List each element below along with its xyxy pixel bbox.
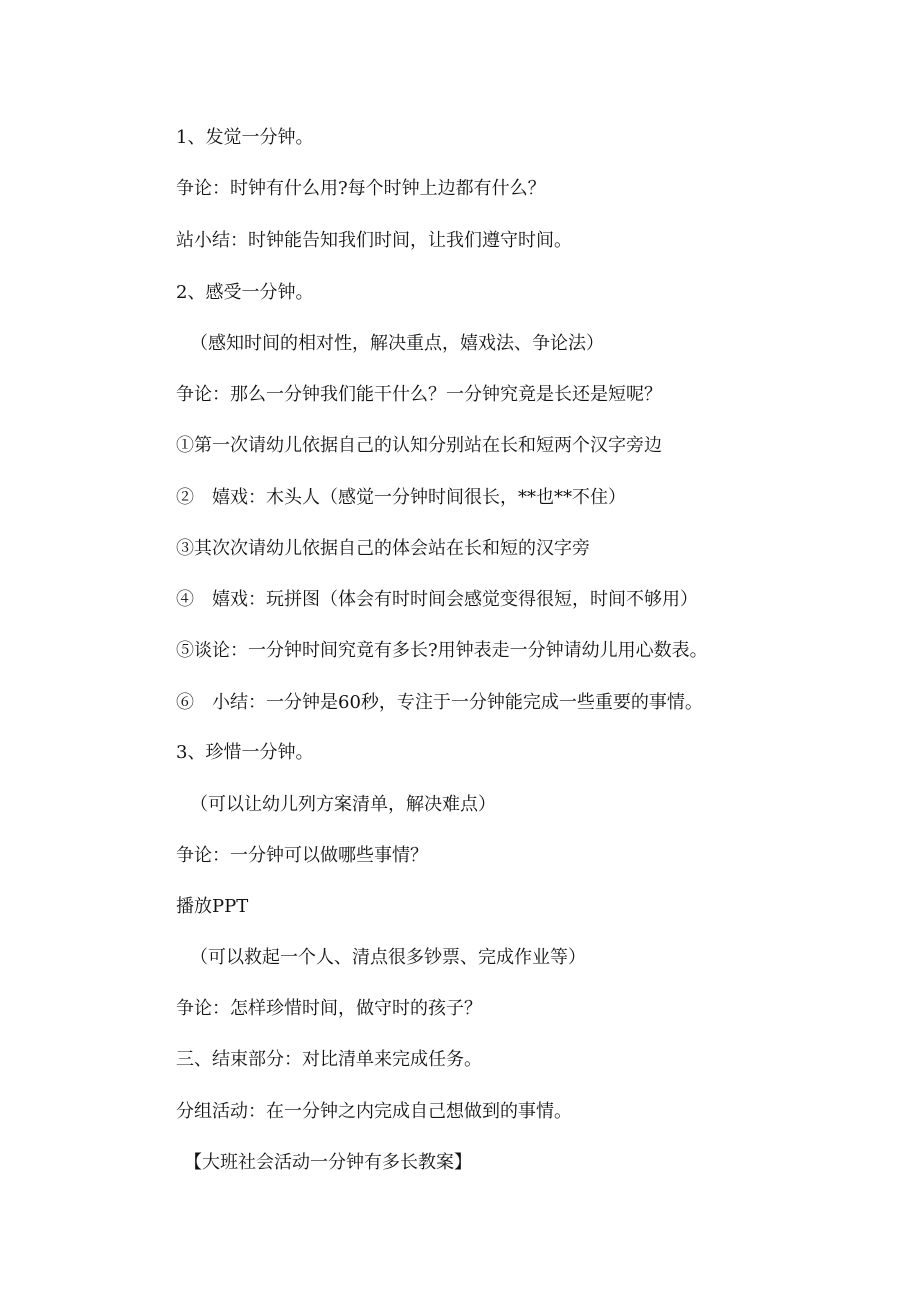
discussion-line: 争论：怎样珍惜时间，做守时的孩子？ [176,998,482,1019]
discussion-line: 争论：一分钟可以做哪些事情？ [176,845,428,866]
list-item: ③其次次请幼儿依据自己的体会站在长和短的汉字旁 [176,538,590,559]
activity-line: 分组活动：在一分钟之内完成自己想做到的事情。 [176,1101,572,1122]
note-line: （可以让幼儿列方案清单，解决难点） [190,794,496,815]
note-line: （可以救起一个人、清点很多钞票、完成作业等） [190,947,586,968]
list-item: ⑥ 小结：一分钟是60秒，专注于一分钟能完成一些重要的事情。 [176,692,703,713]
summary-line: 站小结：时钟能告知我们时间，让我们遵守时间。 [176,230,572,251]
document-title: 【大班社会活动一分钟有多长教案】 [184,1152,472,1173]
list-item: ④ 嬉戏：玩拼图（体会有时时间会感觉变得很短，时间不够用） [176,589,698,610]
section-heading-4: 三、结束部分：对比清单来完成任务。 [176,1049,482,1070]
activity-line: 播放PPT [176,896,249,917]
section-heading-1: 1、发觉一分钟。 [176,127,314,148]
note-line: （感知时间的相对性，解决重点，嬉戏法、争论法） [190,333,604,354]
section-heading-3: 3、珍惜一分钟。 [176,742,314,763]
discussion-line: 争论：时钟有什么用?每个时钟上边都有什么？ [176,178,546,199]
discussion-line: 争论：那么一分钟我们能干什么？一分钟究竟是长还是短呢？ [176,384,662,405]
list-item: ⑤谈论：一分钟时间究竟有多长?用钟表走一分钟请幼儿用心数表。 [176,640,708,661]
section-heading-2: 2、感受一分钟。 [176,282,314,303]
list-item: ② 嬉戏：木头人（感觉一分钟时间很长，**也**不住） [176,487,626,508]
list-item: ①第一次请幼儿依据自己的认知分别站在长和短两个汉字旁边 [176,435,662,456]
